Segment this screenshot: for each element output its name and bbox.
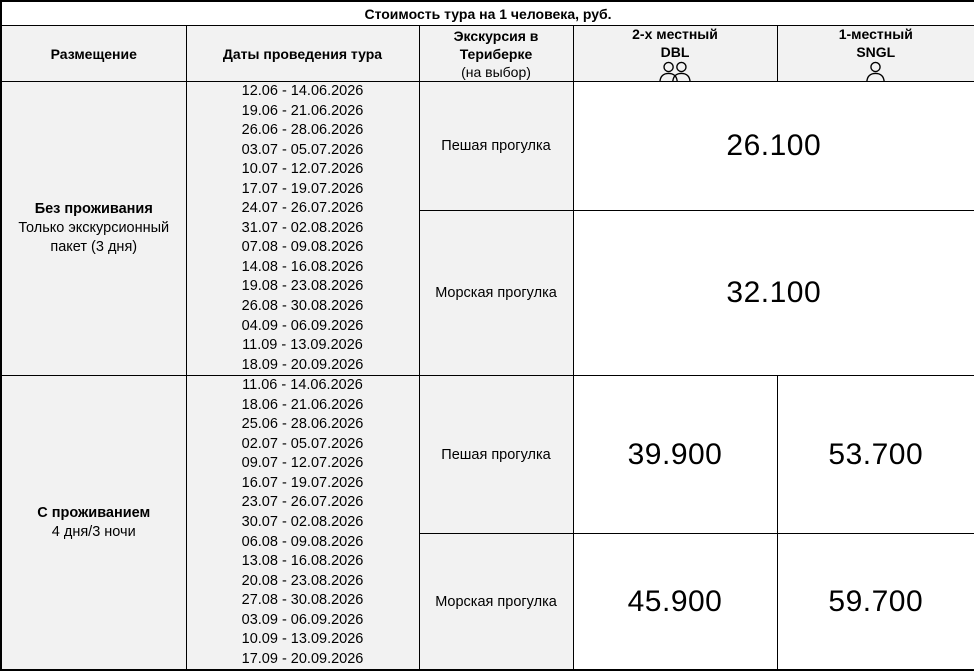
col-header-placement-label: Размещение (50, 45, 137, 62)
date-range: 09.07 - 12.07.2026 (241, 455, 364, 472)
excursion-cell: Пешая прогулка (419, 82, 573, 211)
col-header-excursion-line1: Экскурсия в (453, 28, 539, 44)
date-range: 26.06 - 28.06.2026 (241, 122, 364, 139)
price-cell-dbl: 39.900 (573, 376, 777, 534)
date-range: 03.09 - 06.09.2026 (241, 611, 364, 628)
col-header-dbl-code: DBL (660, 44, 690, 60)
price-cell: 26.100 (573, 82, 974, 211)
price-cell-sngl: 59.700 (777, 534, 974, 671)
date-range: 13.08 - 16.08.2026 (241, 553, 364, 570)
date-range: 18.09 - 20.09.2026 (241, 356, 364, 373)
date-range: 26.08 - 30.08.2026 (241, 298, 364, 315)
dates-cell-group1 (186, 82, 419, 376)
date-range: 31.07 - 02.08.2026 (241, 219, 364, 236)
col-header-dates (186, 26, 419, 82)
price-cell-sngl: 53.700 (777, 376, 974, 534)
two-person-icon (657, 61, 693, 82)
placement-cell-with-lodging (1, 376, 186, 671)
col-header-excursion-note: (на выбор) (461, 64, 531, 80)
date-range: 30.07 - 02.08.2026 (241, 514, 364, 531)
date-range: 17.07 - 19.07.2026 (241, 180, 364, 197)
date-range: 18.06 - 21.06.2026 (241, 396, 364, 413)
col-header-dates-label: Даты проведения тура (222, 45, 383, 62)
placement-title: Без проживания (34, 201, 153, 218)
price-cell: 32.100 (573, 210, 974, 375)
date-range: 19.08 - 23.08.2026 (241, 278, 364, 295)
col-header-excursion (419, 26, 573, 82)
table-row (1, 82, 974, 211)
date-range: 23.07 - 26.07.2026 (241, 494, 364, 511)
date-range: 06.08 - 09.08.2026 (241, 533, 364, 550)
date-range: 16.07 - 19.07.2026 (241, 474, 364, 491)
date-range: 07.08 - 09.08.2026 (241, 239, 364, 256)
date-range: 02.07 - 05.07.2026 (241, 435, 364, 452)
date-range: 27.08 - 30.08.2026 (241, 592, 364, 609)
price-cell-dbl: 45.900 (573, 534, 777, 671)
col-header-excursion-line2: Териберке (459, 46, 533, 62)
date-range: 04.09 - 06.09.2026 (241, 317, 364, 334)
col-header-placement (1, 26, 186, 82)
col-header-dbl (573, 26, 777, 82)
date-range: 17.09 - 20.09.2026 (241, 650, 364, 667)
table-title-row (1, 1, 974, 26)
col-header-sngl-label: 1-местный (838, 26, 913, 42)
table-title: Стоимость тура на 1 человека, руб. (1, 1, 974, 26)
date-range: 10.09 - 13.09.2026 (241, 631, 364, 648)
one-person-icon (864, 61, 887, 82)
excursion-cell: Морская прогулка (419, 534, 573, 671)
date-range: 11.06 - 14.06.2026 (242, 377, 363, 394)
placement-cell-no-lodging (1, 82, 186, 376)
col-header-sngl-code: SNGL (856, 44, 896, 60)
placement-title: С проживанием (37, 504, 151, 521)
date-range: 20.08 - 23.08.2026 (241, 572, 364, 589)
date-range: 19.06 - 21.06.2026 (241, 102, 364, 119)
date-range: 10.07 - 12.07.2026 (241, 161, 364, 178)
date-range: 12.06 - 14.06.2026 (241, 83, 364, 99)
date-range: 11.09 - 13.09.2026 (242, 337, 363, 354)
date-range: 03.07 - 05.07.2026 (241, 141, 364, 158)
col-header-sngl (777, 26, 974, 82)
excursion-cell: Морская прогулка (419, 210, 573, 375)
table-header-row (1, 26, 974, 82)
date-range: 14.08 - 16.08.2026 (241, 258, 364, 275)
placement-note: Только экскурсионный пакет (3 дня) (18, 220, 170, 256)
placement-note: 4 дня/3 ночи (51, 523, 136, 540)
table-row (1, 376, 974, 534)
date-range: 25.06 - 28.06.2026 (241, 416, 364, 433)
date-range: 24.07 - 26.07.2026 (241, 200, 364, 217)
col-header-dbl-label: 2-х местный (632, 26, 718, 42)
excursion-cell: Пешая прогулка (419, 376, 573, 534)
dates-cell-group2 (186, 376, 419, 671)
